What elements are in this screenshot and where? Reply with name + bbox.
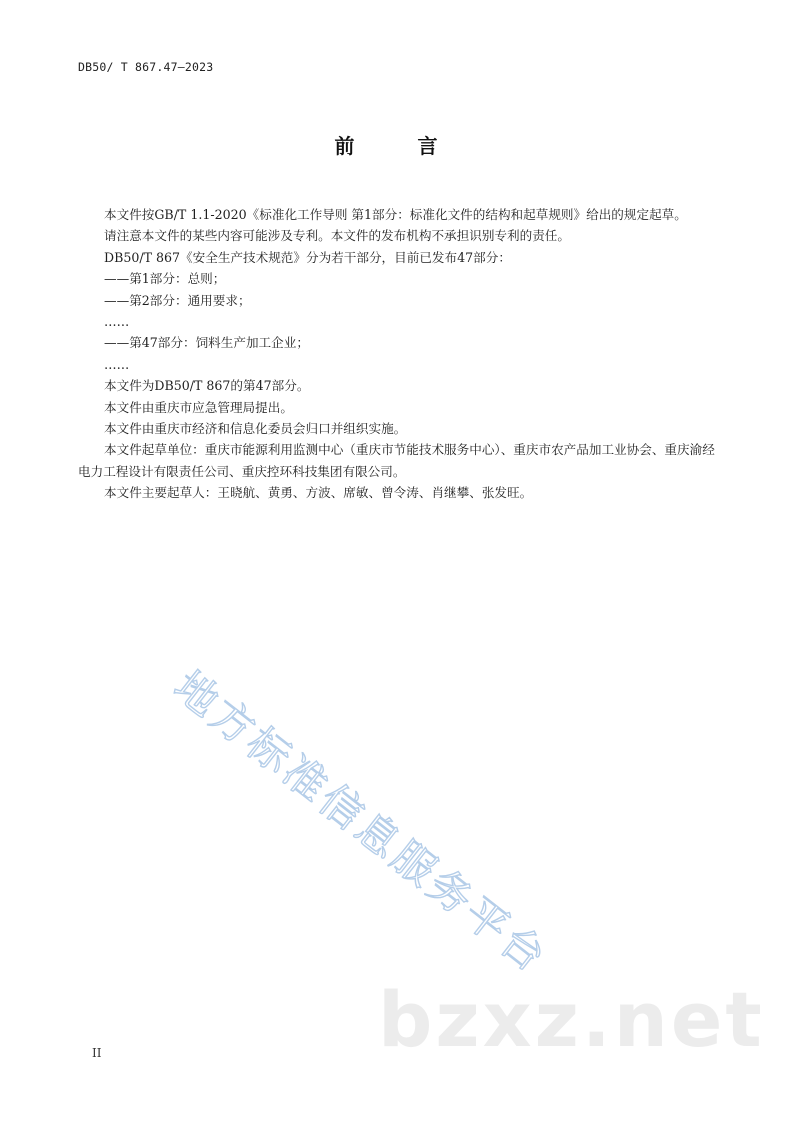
list-item: ——第1部分：总则； xyxy=(104,271,226,287)
paragraph: 本文件按GB/T 1.1-2020《标准化工作导则 第1部分：标准化文件的结构和起草规则》给出的规定起草。 xyxy=(104,207,687,222)
paragraph: 本文件起草单位：重庆市能源利用监测中心（重庆市节能技术服务中心）、重庆市农产品加工业协会、重庆渝经电力工程设计有限责任公司、重庆控环科技集团有限公司。 xyxy=(78,442,715,479)
foreword-body xyxy=(78,204,720,504)
ellipsis: …… xyxy=(104,356,130,372)
document-code: DB50/ T 867.47—2023 xyxy=(78,60,214,74)
paragraph: DB50/T 867《安全生产技术规范》分为若干部分，目前已发布47部分： xyxy=(104,249,511,265)
site-watermark: bzxz.net xyxy=(378,975,765,1064)
paragraph: 本文件为DB50/T 867的第47部分。 xyxy=(104,378,310,394)
paragraph: 本文件由重庆市应急管理局提出。 xyxy=(104,399,293,415)
paragraph: 本文件由重庆市经济和信息化委员会归口并组织实施。 xyxy=(104,421,407,437)
paragraph: 请注意本文件的某些内容可能涉及专利。本文件的发布机构不承担识别专利的责任。 xyxy=(104,228,570,244)
platform-watermark: 地方标准信息服务平台 xyxy=(164,661,558,984)
page-number: II xyxy=(92,1046,102,1060)
list-item: ——第47部分：饲料生产加工企业； xyxy=(104,335,309,351)
ellipsis: …… xyxy=(104,314,130,330)
page-title: 前 言 xyxy=(334,134,466,158)
list-item: ——第2部分：通用要求； xyxy=(104,292,251,308)
paragraph: 本文件主要起草人：王晓航、黄勇、方波、席敏、曾令涛、肖继攀、张发旺。 xyxy=(104,485,533,501)
